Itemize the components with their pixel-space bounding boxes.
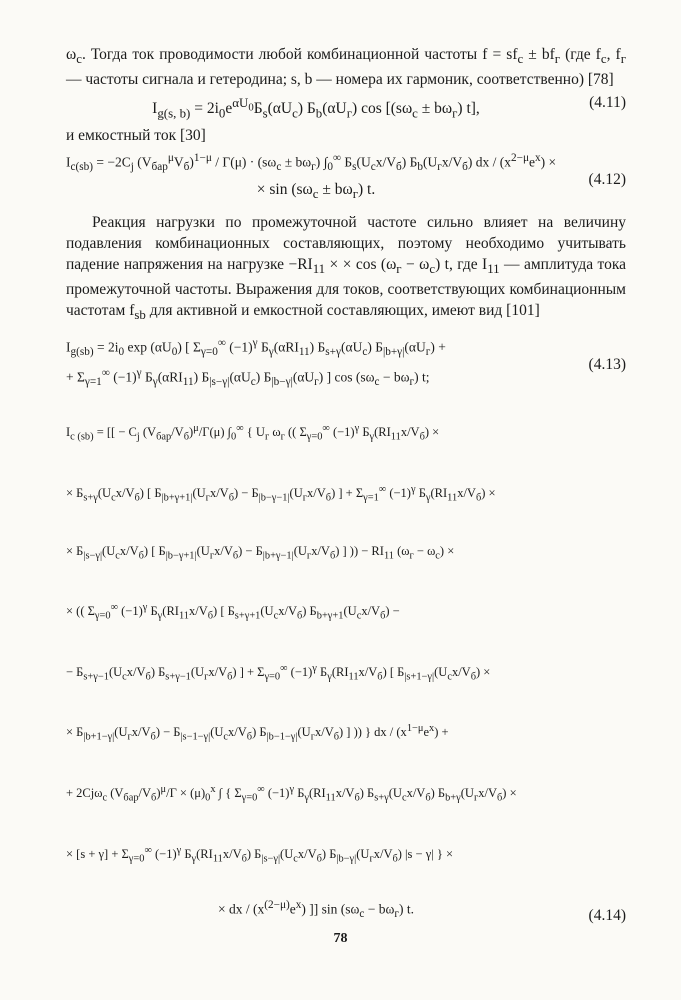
equation-4-11 bbox=[66, 92, 626, 123]
equation-4-13-line: $I_{g(sb)} = 2i_0$ $\exp (\alpha U_0)$ [ $\Sigma_{\gamma=0}^\infty$ $(-1)^\gamma$ $Б_\gamma(\alpha RI_{11})$ $Б_{s+\gamma}(\alpha U_c) Б_{|b+\gamma|}(\alpha U_г)$ + bbox=[66, 336, 446, 358]
equation-4-11-expression: $I_{g(s, b)} = 2i_0e^{\alpha U_0}Б_s(\alpha U_c)$ $Б_b(\alpha U_г)$ $\cos [(s\omega_c \pm b\omega_г)$ t], bbox=[152, 95, 480, 121]
equation-4-14-line: + 2Cjω$_c$ $(V_{бар}/V_б)^\mu/\Gamma \times (\mu)_0^x$ ∫ { $\Sigma_{\gamma=0}^\infty$ $(-1)^\gamma$ $Б_\gamma(RI_{11}x/V_б)$ $Б_{s+\gamma}(U_cx/V_б) Б_{b+\gamma}(U_гx/V_б)$ × bbox=[66, 783, 517, 804]
equation-4-13 bbox=[66, 333, 626, 393]
equation-4-14-line: × $[s + \gamma] + \Sigma_{\gamma=0}^\infty$ $(-1)^\gamma$ $Б_\gamma(RI_{11}x/V_б)$ $Б_{|s-\gamma|}(U_cx/V_б)$ $Б_{|b-\gamma|}(U_гx/V_б) |s - \gamma|$ } × bbox=[66, 844, 454, 865]
equation-number: (4.14) bbox=[588, 907, 626, 925]
equation-4-14-line: $I_{c (sb)}$ = [[ − $C_j$ $(V_{бар}/V_б)^\mu/\Gamma(\mu)$ $\int_0^\infty$ { $U_г$ $\omega_г$ (( $\Sigma_{\gamma=0}^\infty$ $(-1)^\gamma$ $Б_\gamma(RI_{11}x/V_б)$ × bbox=[66, 423, 440, 443]
page-number: 78 bbox=[333, 931, 348, 946]
equation-4-14-line: × $Б_{|b+1-\gamma|}(U_гx/V_б) - Б_{|s-1-\gamma|}(U_cx/V_б)$ $Б_{|b-1-\gamma|}(U_гx/V_б)$ ] )) } dx / $(x^{1-\mu}e^x)$ + bbox=[66, 723, 449, 743]
equation-4-14-line: × $Б_{|s-\gamma|}(U_cx/V_б)$ [ $Б_{|b-\gamma+1|}(U_гx/V_б) - Б_{|b+\gamma-1|}(U_гx/V_б)$ ] )) − $RI_{11}$ $(\omega_г - \omega_c)$ × bbox=[66, 543, 455, 561]
equation-4-13-line: + $\Sigma_{\gamma=1}^\infty$ $(-1)^\gamma$ $Б_\gamma(\alpha RI_{11})$ $Б_{|s-\gamma|}(\alpha U_c)$ $Б_{|b-\gamma|}(\alpha U_г)$ ] $\cos (s\omega_c - b\omega_г)$ t; bbox=[66, 367, 430, 389]
equation-4-14-line: × $Б_{s+\gamma}(U_cx/V_б)$ [ $Б_{|b+\gamma+1|}(U_гx/V_б) - Б_{|b-\gamma-1|}(U_гx/V_б)$ ] + $\Sigma_{\gamma=1}^\infty$ $(-1)^\gamma$ $Б_\gamma(RI_{11}x/V_б)$ × bbox=[66, 483, 496, 504]
equation-number: (4.12) bbox=[588, 171, 626, 189]
equation-4-12 bbox=[66, 148, 626, 203]
intro-paragraph: $\omega_c$. Тогда ток проводимости любой комбинационной частоты $f = sf_c \pm bf_г$ (где $f_c$, $f_г$ — частоты сигнала и гетеродина; s, b — номера их гармоник, соответственно) [78] bbox=[66, 46, 626, 89]
equation-4-14-line: − $Б_{s+\gamma-1}(U_cx/V_б)$ $Б_{s+\gamma-1}(U_гx/V_б)$ ] + $\Sigma_{\gamma=0}^\infty$ $(-1)^\gamma$ $Б_\gamma(RI_{11}x/V_б)$ [ $Б_{|s+1-\gamma|}(U_cx/V_б)$ × bbox=[66, 662, 491, 683]
equation-4-12-line: $I_{c(sb)} = -2C_j$ $(V_{бар}^\mu V_б)^{1-\mu} / \Gamma(\mu) \cdot (s\omega_c \pm b\omega_г)$ $\int_0^\infty$ $Б_s(U_cx/V_б)$ $Б_b(U_гx/V_б)$ dx / $(x^{2-\mu}e^x)$ × bbox=[66, 152, 557, 174]
capacitive-current-intro: и емкостный ток [30] bbox=[66, 127, 206, 145]
equation-4-12-line: × $\sin (s\omega_c \pm b\omega_г)$ t. bbox=[256, 180, 376, 201]
equation-4-14-line: × (( $\Sigma_{\gamma=0}^\infty$ $(-1)^\gamma$ $Б_\gamma(RI_{11}x/V_б)$ [ $Б_{s+\gamma+1}(U_cx/V_б) Б_{b+\gamma+1}(U_cx/V_б)$ − bbox=[66, 602, 400, 622]
equation-4-14-line: × dx / $(x^{(2-\mu)}e^x)$ ]] $\sin (s\omega_c - b\omega_г)$ t. bbox=[217, 899, 414, 921]
load-reaction-paragraph: Реакция нагрузки по промежуточной частоте сильно влияет на величину подавления комбинационных составляющих, поэтому необходимо учитывать падение напряжения на нагрузке $-RI_{11}$ × × $\cos (\omega_г - \omega_c)$ t, где $I_{11}$ — амплитуда тока промежуточной частоты. Выражения для токов, соответствующих комбинационным частотам $f_{sb}$ для активной и емкостной составляющих, имеют вид [101] bbox=[66, 213, 626, 322]
equation-number: (4.11) bbox=[589, 94, 626, 112]
equation-number: (4.13) bbox=[588, 355, 626, 373]
equation-4-14 bbox=[66, 403, 626, 934]
page-body bbox=[66, 44, 626, 936]
